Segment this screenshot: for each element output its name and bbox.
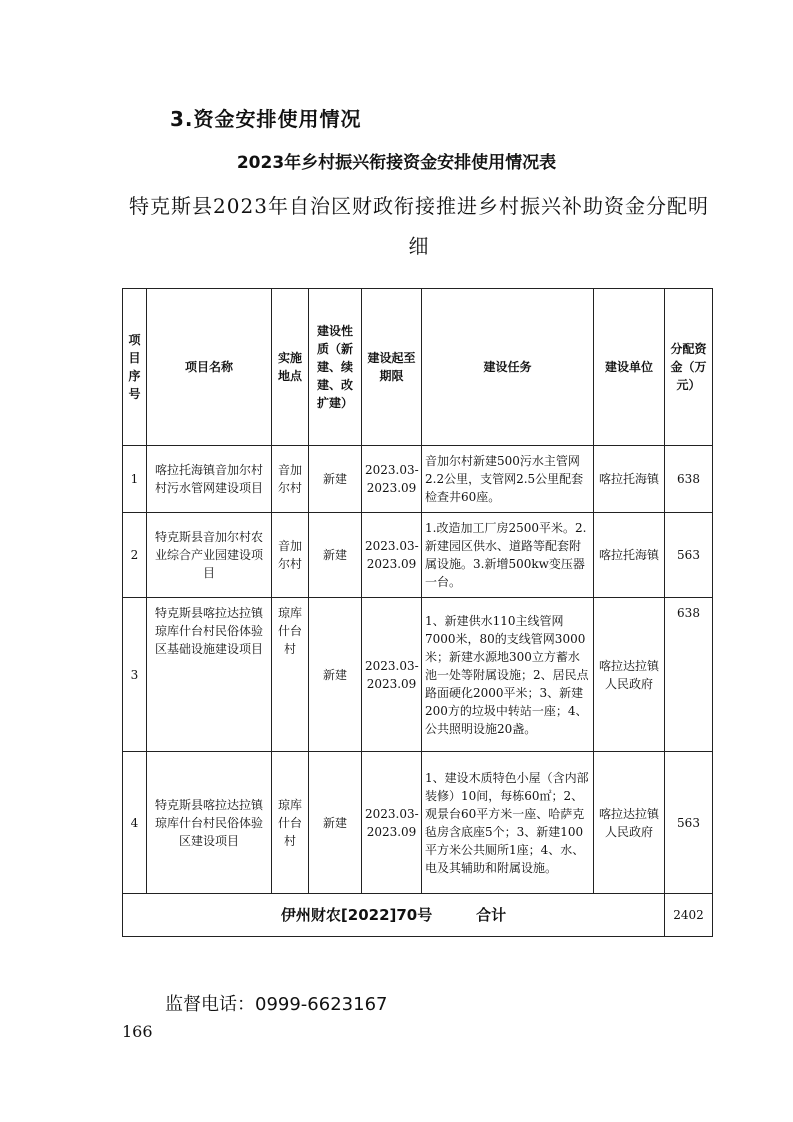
- row-unit: 喀拉达拉镇人民政府: [594, 598, 665, 752]
- subtitle: 特克斯县2023年自治区财政衔接推进乡村振兴补助资金分配明细: [129, 194, 709, 258]
- total-label-cell: [123, 894, 665, 937]
- allocation-table: [122, 288, 713, 937]
- row-name: 特克斯县音加尔村农业综合产业园建设项目: [147, 513, 272, 598]
- row-period: 2023.03-2023.09: [362, 446, 422, 513]
- table-row: [123, 513, 713, 598]
- header-seq: 项目序号: [123, 289, 147, 446]
- row-name: 特克斯县喀拉达拉镇琼库什台村民俗体验区基础设施建设项目: [147, 598, 272, 752]
- row-seq: 4: [123, 752, 147, 894]
- row-seq: 2: [123, 513, 147, 598]
- row-seq: 1: [123, 446, 147, 513]
- table-title: 2023年乡村振兴衔接资金安排使用情况表: [236, 153, 557, 173]
- header-unit: 建设单位: [594, 289, 665, 446]
- row-period: 2023.03-2023.09: [362, 513, 422, 598]
- row-nature: 新建: [309, 513, 362, 598]
- row-nature: 新建: [309, 752, 362, 894]
- row-unit: 喀拉托海镇: [594, 446, 665, 513]
- row-funds: 563: [665, 513, 713, 598]
- row-nature: 新建: [309, 598, 362, 752]
- table-row: [123, 752, 713, 894]
- table-row: [123, 446, 713, 513]
- section-heading: 3.资金安排使用情况: [170, 107, 362, 131]
- row-unit: 喀拉达拉镇人民政府: [594, 752, 665, 894]
- header-nature: 建设性质（新建、续建、改扩建）: [309, 289, 362, 446]
- row-unit: 喀拉托海镇: [594, 513, 665, 598]
- row-task: 1、新建供水110主线管网7000米，80的支线管网3000米；新建水源地300立方蓄水池一处等附属设施；2、居民点路面硬化2000平米；3、新建200方的垃圾中转站一座；4、公共照明设施20盏。: [422, 598, 594, 752]
- row-name: 喀拉托海镇音加尔村村污水管网建设项目: [147, 446, 272, 513]
- row-funds: 638: [665, 446, 713, 513]
- row-name: 特克斯县喀拉达拉镇琼库什台村民俗体验区建设项目: [147, 752, 272, 894]
- header-location: 实施地点: [272, 289, 309, 446]
- page-number: 166: [122, 1022, 153, 1041]
- row-location: 琼库什台村: [272, 598, 309, 752]
- header-row: [123, 289, 713, 446]
- row-location: 音加尔村: [272, 446, 309, 513]
- header-task: 建设任务: [422, 289, 594, 446]
- header-funds: 分配资金（万元）: [665, 289, 713, 446]
- header-name: 项目名称: [147, 289, 272, 446]
- row-location: 琼库什台村: [272, 752, 309, 894]
- row-funds: 638: [665, 598, 713, 752]
- row-funds: 563: [665, 752, 713, 894]
- row-task: 音加尔村新建500污水主管网2.2公里，支管网2.5公里配套检查井60座。: [422, 446, 594, 513]
- row-task: 1.改造加工厂房2500平米。2.新建园区供水、道路等配套附属设施。3.新增500kw变压器一台。: [422, 513, 594, 598]
- total-amount: 2402: [665, 894, 713, 937]
- row-task: 1、建设木质特色小屋（含内部装修）10间，每栋60㎡；2、观景台60平方米一座、哈萨克毡房含底座5个；3、新建100平方米公共厕所1座；4、水、电及其辅助和附属设施。: [422, 752, 594, 894]
- row-seq: 3: [123, 598, 147, 752]
- supervision-phone: 监督电话：0999-6623167: [165, 994, 388, 1015]
- row-location: 音加尔村: [272, 513, 309, 598]
- total-doc-ref: 伊州财农[2022]70号: [280, 905, 433, 924]
- row-period: 2023.03-2023.09: [362, 598, 422, 752]
- header-period: 建设起至期限: [362, 289, 422, 446]
- total-row: [123, 894, 713, 937]
- total-label: 合计: [476, 905, 507, 924]
- row-period: 2023.03-2023.09: [362, 752, 422, 894]
- row-nature: 新建: [309, 446, 362, 513]
- table-row: [123, 598, 713, 752]
